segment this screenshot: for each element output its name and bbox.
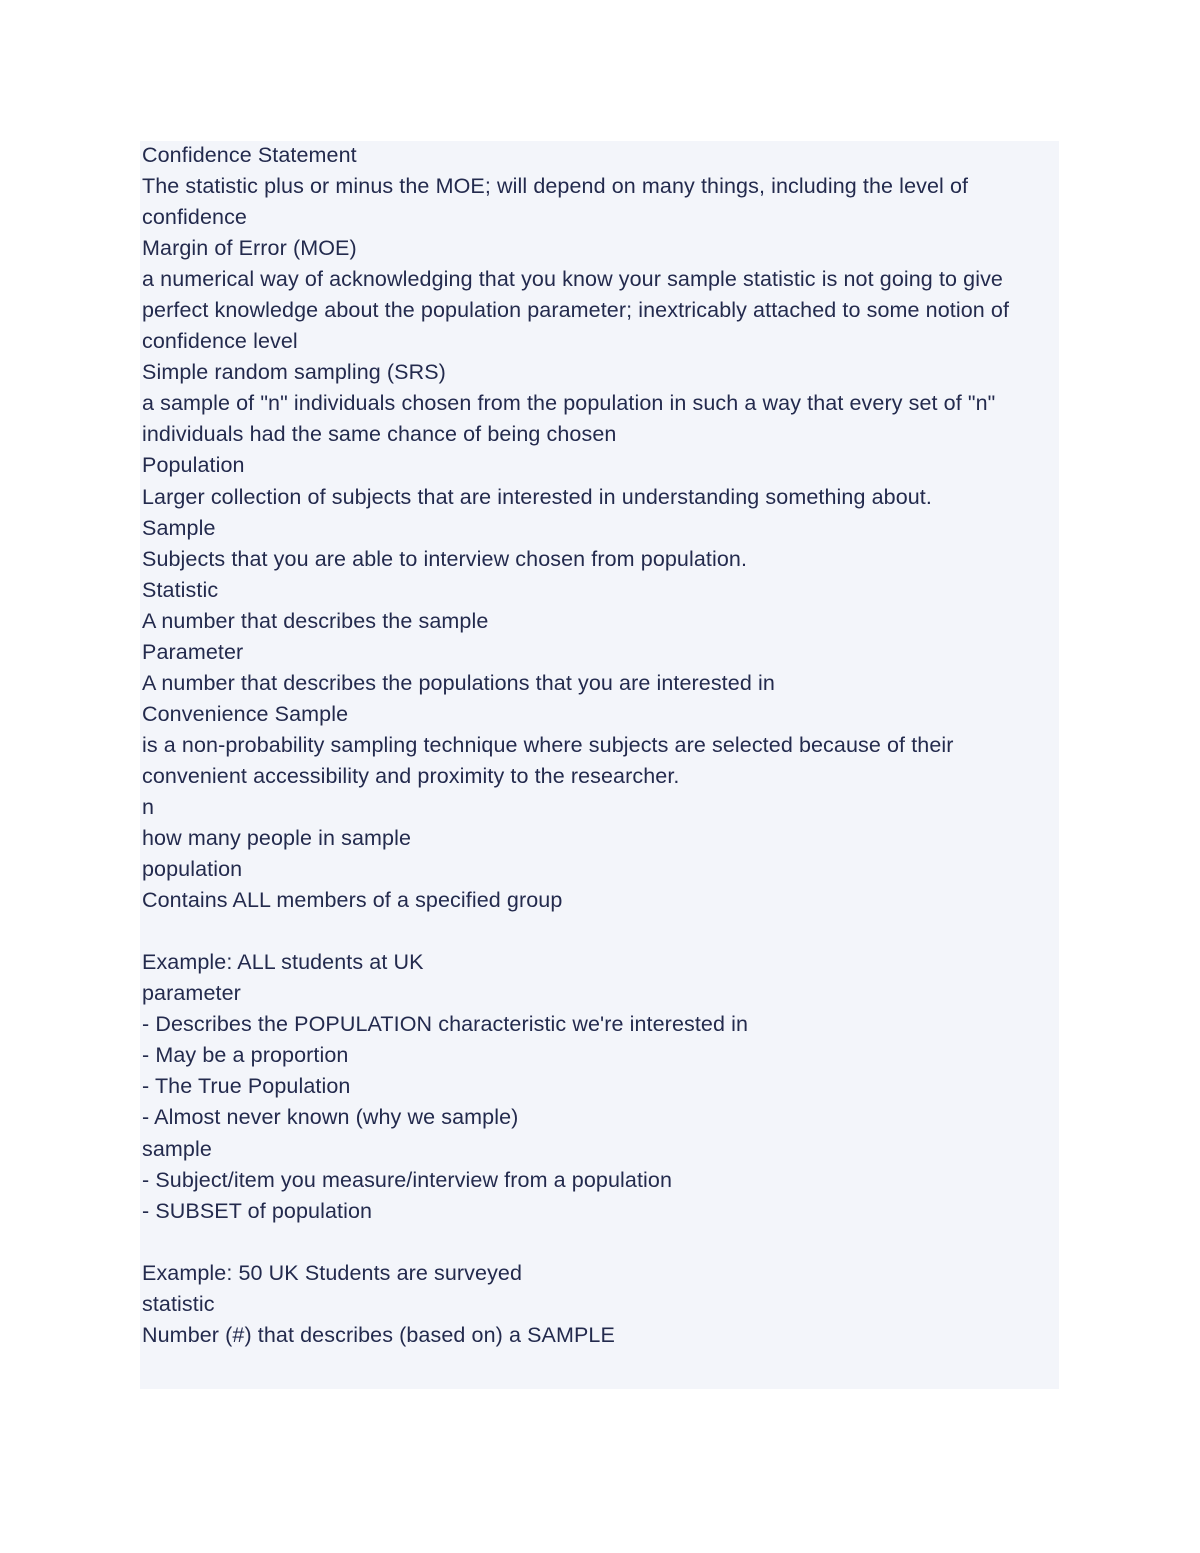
- example-population: Example: ALL students at UK: [142, 950, 424, 975]
- document-text: [142, 140, 1054, 1351]
- term-parameter-lower: parameter: [142, 981, 241, 1006]
- term-n: n: [142, 794, 155, 819]
- term-sample-lower: sample: [142, 1136, 212, 1161]
- bullet-parameter-3: - The True Population: [142, 1074, 351, 1099]
- definition-sample: Subjects that you are able to interview chosen from population.: [142, 546, 748, 571]
- bullet-sample-1: - Subject/item you measure/interview from a population: [142, 1167, 673, 1192]
- blank-line: [142, 1227, 1054, 1258]
- bullet-parameter-4: - Almost never known (why we sample): [142, 1105, 519, 1130]
- definition-n: how many people in sample: [142, 826, 412, 851]
- term-simple-random-sampling: Simple random sampling (SRS): [142, 360, 446, 385]
- bullet-parameter-2: - May be a proportion: [142, 1043, 349, 1068]
- term-confidence-statement: Confidence Statement: [142, 143, 357, 167]
- term-population: Population: [142, 453, 245, 478]
- term-parameter: Parameter: [142, 639, 244, 664]
- term-statistic-lower: statistic: [142, 1291, 215, 1316]
- term-sample: Sample: [142, 515, 216, 540]
- definition-population: Larger collection of subjects that are interested in understanding something about.: [142, 484, 932, 509]
- term-margin-of-error: Margin of Error (MOE): [142, 236, 357, 261]
- definition-simple-random-sampling: a sample of "n" individuals chosen from the population in such a way that every set of "n" individuals had the same chance of being chosen: [142, 391, 1002, 447]
- definition-parameter: A number that describes the populations that you are interested in: [142, 670, 775, 695]
- bullet-sample-2: - SUBSET of population: [142, 1198, 373, 1223]
- bullet-parameter-1: - Describes the POPULATION characteristic we're interested in: [142, 1012, 749, 1037]
- definition-confidence-statement: The statistic plus or minus the MOE; will depend on many things, including the level of confidence: [142, 174, 975, 230]
- definition-convenience-sample: is a non-probability sampling technique where subjects are selected because of their convenient accessibility and proximity to the researcher.: [142, 732, 960, 788]
- definition-statistic-lower: Number (#) that describes (based on) a SAMPLE: [142, 1322, 615, 1347]
- definition-margin-of-error: a numerical way of acknowledging that you know your sample statistic is not going to give perfect knowledge about the population parameter; inextricably attached to some notion of confidence level: [142, 267, 1016, 354]
- term-convenience-sample: Convenience Sample: [142, 701, 349, 726]
- definition-statistic: A number that describes the sample: [142, 608, 489, 633]
- definition-population-lower: Contains ALL members of a specified group: [142, 888, 563, 913]
- blank-line: [142, 916, 1054, 947]
- term-statistic: Statistic: [142, 577, 219, 602]
- term-population-lower: population: [142, 857, 243, 882]
- example-sample: Example: 50 UK Students are surveyed: [142, 1260, 523, 1285]
